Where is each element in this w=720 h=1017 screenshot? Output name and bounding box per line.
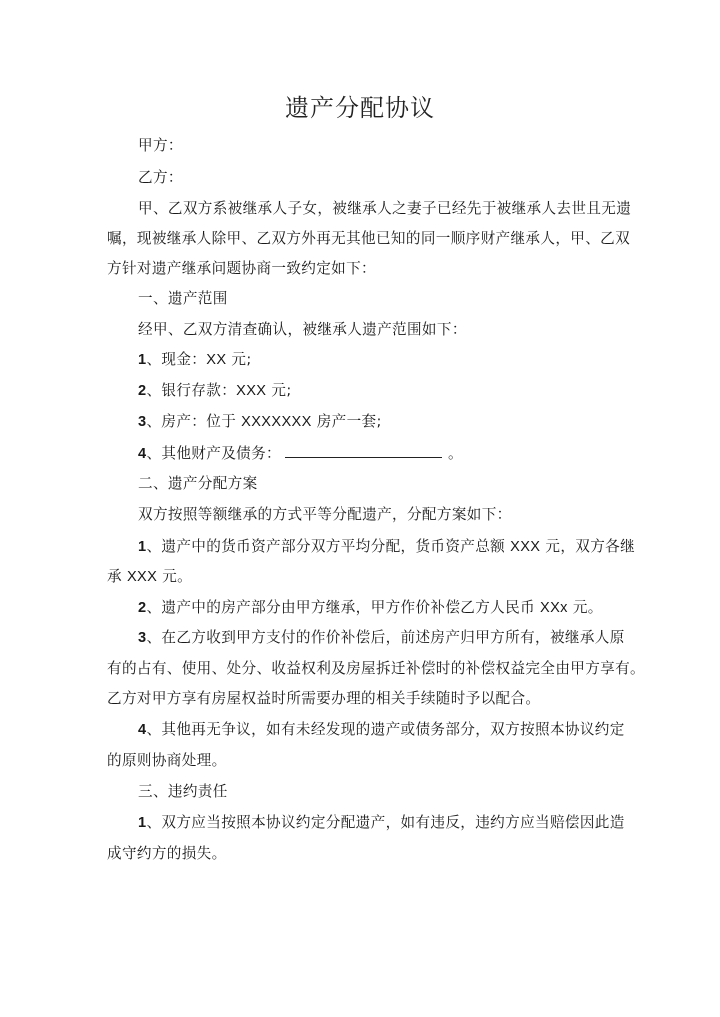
clause-text: 、在乙方收到甲方支付的作价补偿后，前述房产归甲方所有，被继承人原 — [146, 629, 625, 646]
clause-text: 、其他再无争议，如有未经发现的遗产或债务部分，双方按照本协议约定 — [146, 721, 625, 738]
item-value: XX — [206, 352, 227, 368]
item-text: 、银行存款： — [146, 382, 237, 399]
clause-text: 、双方应当按照本协议约定分配遗产，如有违反，违约方应当赔偿因此造 — [146, 814, 625, 831]
section-2-intro: 双方按照等额继承的方式平等分配遗产，分配方案如下： — [138, 506, 512, 523]
clause-number: 2 — [138, 600, 147, 616]
item-suffix: 元; — [266, 382, 292, 399]
clause-text: 元。 — [157, 568, 193, 585]
document-title: 遗产分配协议 — [285, 94, 435, 122]
estate-item-other — [138, 443, 612, 464]
section-2-clause-3-line-2: 有的占有、使用、处分、收益权利及房屋拆迁补偿时的补偿权益完全由甲方享有。 — [107, 660, 645, 677]
item-text: 、现金： — [146, 351, 207, 368]
clause-number: 3 — [138, 630, 147, 646]
clause-text: 、遗产中的房产部分由甲方继承，甲方作价补偿乙方人民币 — [146, 599, 540, 616]
clause-text: 、遗产中的货币资产部分双方平均分配，货币资产总额 — [146, 538, 511, 555]
section-2-clause-3-line-1 — [138, 628, 625, 648]
item-text: 、房产：位于 — [146, 413, 242, 430]
party-b-label: 乙方： — [138, 169, 183, 186]
section-3-heading: 三、违约责任 — [138, 783, 228, 800]
item-number: 3 — [138, 414, 147, 430]
section-1-heading: 一、遗产范围 — [138, 290, 228, 307]
item-suffix: 。 — [447, 445, 463, 462]
item-value: XXX — [236, 383, 267, 399]
item-text: 、其他财产及债务： — [146, 445, 281, 462]
section-2-heading: 二、遗产分配方案 — [138, 475, 258, 492]
section-2-clause-3-line-3: 乙方对甲方享有房屋权益时所需要办理的相关手续随时予以配合。 — [107, 690, 541, 707]
item-suffix: 元; — [226, 351, 252, 368]
blank-fill-line — [285, 443, 442, 458]
item-number: 2 — [138, 383, 147, 399]
item-suffix: 房产一套; — [311, 413, 382, 430]
preamble-line-1: 甲、乙双方系被继承人子女，被继承人之妻子已经先于被继承人去世且无遗 — [138, 200, 632, 217]
item-number: 1 — [138, 352, 147, 368]
estate-item-bank-deposit — [138, 381, 612, 401]
section-1-intro: 经甲、乙双方清查确认，被继承人遗产范围如下： — [138, 321, 467, 338]
section-2-clause-2 — [138, 598, 612, 618]
party-a-label: 甲方： — [138, 137, 183, 154]
clause-text: 元。 — [567, 599, 603, 616]
item-number: 4 — [138, 446, 147, 462]
section-2-clause-4-line-1 — [138, 720, 625, 740]
preamble-line-3: 方针对遗产继承问题协商一致约定如下： — [107, 260, 376, 277]
clause-text: 元，双方各继 — [540, 538, 636, 555]
preamble-line-2: 嘱，现被继承人除甲、乙双方外再无其他已知的同一顺序财产继承人，甲、乙双 — [107, 230, 631, 247]
section-2-clause-1-line-2 — [107, 567, 612, 587]
clause-number: 1 — [138, 815, 147, 831]
item-value: XXXXXXX — [241, 414, 312, 430]
clause-value: XXX — [510, 539, 541, 555]
clause-number: 1 — [138, 539, 147, 555]
clause-value: XXx — [540, 600, 568, 616]
clause-text: 承 — [107, 568, 127, 585]
section-2-clause-1-line-1 — [138, 537, 636, 557]
estate-item-real-estate — [138, 412, 612, 432]
clause-number: 4 — [138, 722, 147, 738]
section-3-clause-1-line-2: 成守约方的损失。 — [107, 845, 227, 862]
section-2-clause-4-line-2: 的原则协商处理。 — [107, 752, 227, 769]
estate-item-cash — [138, 350, 612, 370]
clause-value: XXX — [126, 569, 158, 585]
section-3-clause-1-line-1 — [138, 813, 625, 833]
